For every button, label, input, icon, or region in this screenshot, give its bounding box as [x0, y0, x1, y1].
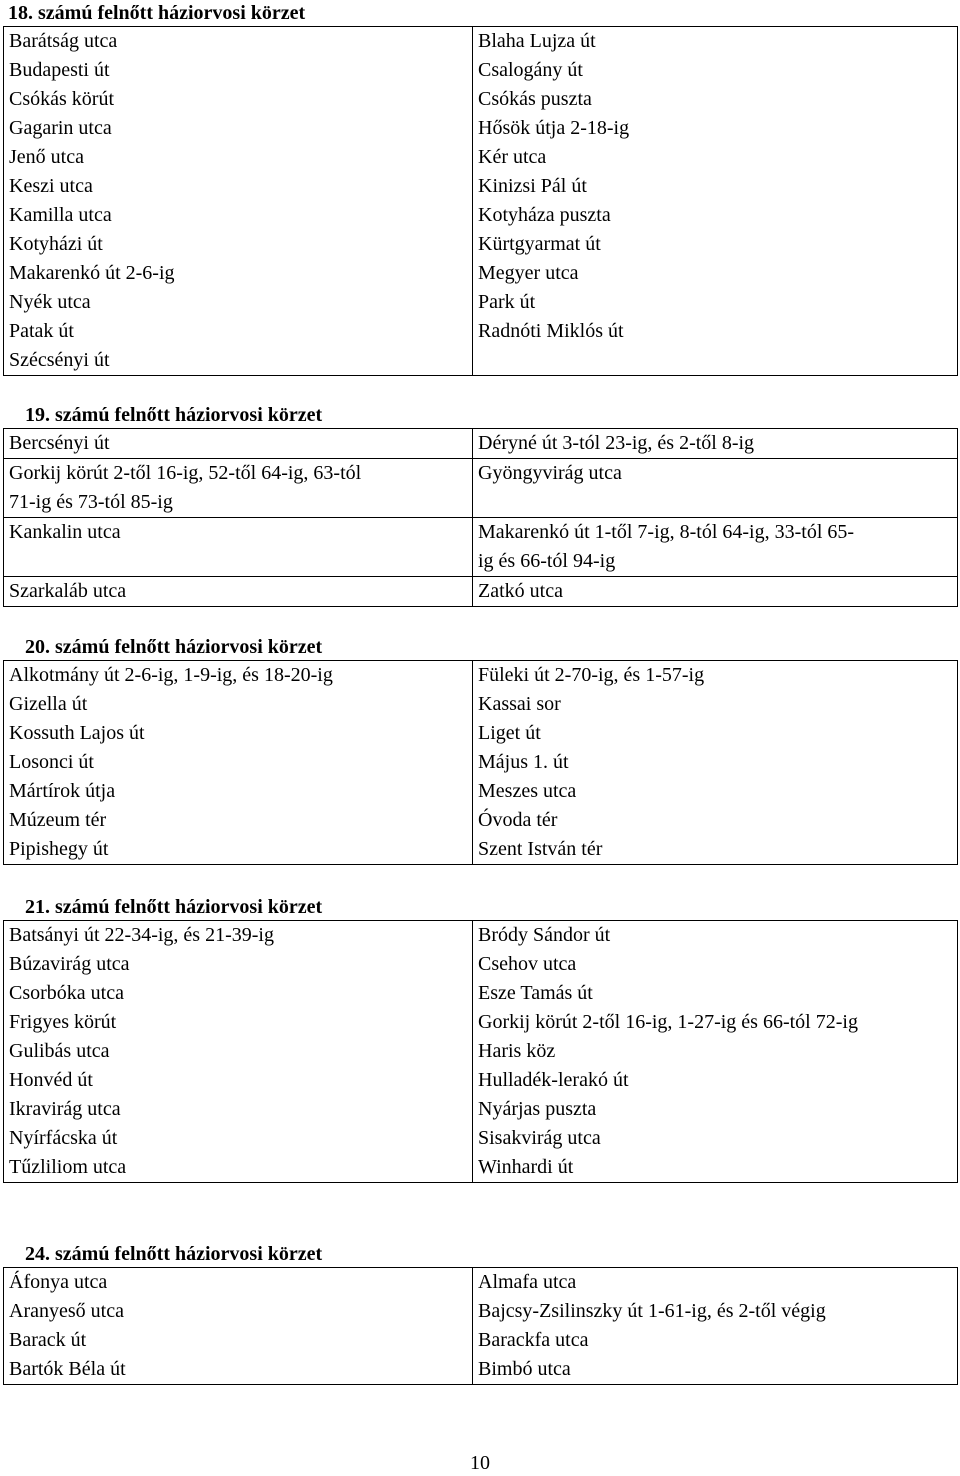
table-row: [4, 518, 958, 577]
street-table: [3, 660, 958, 865]
street-item: Park út: [478, 291, 536, 313]
street-item: Makarenkó út 1-től 7-ig, 8-tól 64-ig, 33-tól 65-: [478, 521, 855, 543]
street-item: Sisakvirág utca: [478, 1127, 601, 1149]
table-row: [4, 459, 958, 518]
street-item: Kér utca: [478, 146, 547, 168]
street-item: Frigyes körút: [9, 1011, 117, 1033]
street-item: Tűzliliom utca: [9, 1156, 127, 1178]
page-number: 10: [470, 1452, 490, 1474]
right-cell: [473, 577, 958, 607]
street-item: Keszi utca: [9, 175, 93, 197]
street-table: [3, 920, 958, 1183]
left-column: [4, 27, 473, 376]
street-item: Almafa utca: [478, 1271, 577, 1293]
street-item: Mártírok útja: [9, 780, 116, 802]
street-item: Aranyeső utca: [9, 1300, 124, 1322]
right-column: [473, 921, 958, 1183]
section-title: 19. számú felnőtt háziorvosi körzet: [25, 404, 323, 426]
street-item: Gorkij körút 2-től 16-ig, 1-27-ig és 66-tól 72-ig: [478, 1011, 858, 1033]
right-column: [473, 1268, 958, 1385]
street-item: Gorkij körút 2-től 16-ig, 52-től 64-ig, 63-tól: [9, 462, 362, 484]
street-item: Hősök útja 2-18-ig: [478, 117, 630, 139]
street-item: Esze Tamás út: [478, 982, 593, 1004]
street-item: Bimbó utca: [478, 1358, 571, 1380]
street-item: Szarkaláb utca: [9, 580, 127, 602]
street-item: Nyírfácska út: [9, 1127, 118, 1149]
left-cell: [4, 577, 473, 607]
district-section-24: [3, 1241, 958, 1385]
street-item: Kürtgyarmat út: [478, 233, 601, 255]
left-cell: [4, 429, 473, 459]
street-item: Alkotmány út 2-6-ig, 1-9-ig, és 18-20-ig: [9, 664, 333, 686]
street-item: Batsányi út 22-34-ig, és 21-39-ig: [9, 924, 274, 946]
street-item: Barackfa utca: [478, 1329, 589, 1351]
street-item: Füleki út 2-70-ig, és 1-57-ig: [478, 664, 705, 686]
district-section-20: [3, 634, 958, 865]
street-table: [3, 1267, 958, 1385]
street-item: Radnóti Miklós út: [478, 320, 624, 342]
street-item: Zatkó utca: [478, 580, 563, 602]
section-title: 21. számú felnőtt háziorvosi körzet: [25, 896, 323, 918]
district-section-21: [3, 894, 958, 1183]
street-item: Búzavirág utca: [9, 953, 130, 975]
street-item: Jenő utca: [9, 146, 84, 168]
section-title: 20. számú felnőtt háziorvosi körzet: [25, 636, 323, 658]
street-item: Megyer utca: [478, 262, 579, 284]
left-cell: [4, 518, 473, 577]
street-item: Barack út: [9, 1329, 87, 1351]
district-section-19: [3, 402, 958, 607]
street-item: Budapesti út: [9, 59, 110, 81]
street-item: Kossuth Lajos út: [9, 722, 145, 744]
street-item: Kotyháza puszta: [478, 204, 611, 226]
street-item: Áfonya utca: [9, 1271, 108, 1293]
street-table: [3, 26, 958, 376]
table-row: [4, 27, 958, 376]
table-row: [4, 429, 958, 459]
street-item: Nyárjas puszta: [478, 1098, 597, 1120]
right-cell: [473, 459, 958, 518]
left-column: [4, 1268, 473, 1385]
street-item: Óvoda tér: [478, 809, 558, 831]
street-item: Kinizsi Pál út: [478, 175, 587, 197]
section-title: 24. számú felnőtt háziorvosi körzet: [25, 1243, 323, 1265]
table-row: [4, 1268, 958, 1385]
street-item: Bercsényi út: [9, 432, 110, 454]
street-item: Csorbóka utca: [9, 982, 124, 1004]
street-item: Kamilla utca: [9, 204, 112, 226]
right-cell: [473, 429, 958, 459]
street-item: Bartók Béla út: [9, 1358, 126, 1380]
left-column: [4, 661, 473, 865]
district-section-18: [3, 0, 958, 376]
street-item: Winhardi út: [478, 1156, 574, 1178]
street-item: Blaha Lujza út: [478, 30, 596, 52]
street-item: Csókás puszta: [478, 88, 592, 110]
street-item: Haris köz: [478, 1040, 556, 1062]
right-column: [473, 661, 958, 865]
street-item: Bródy Sándor út: [478, 924, 611, 946]
street-item: Kotyházi út: [9, 233, 103, 255]
street-item: Makarenkó út 2-6-ig: [9, 262, 175, 284]
street-item: Liget út: [478, 722, 541, 744]
street-item: Gyöngyvirág utca: [478, 462, 622, 484]
street-item: Gagarin utca: [9, 117, 112, 139]
street-item: Hulladék-lerakó út: [478, 1069, 629, 1091]
table-row: [4, 661, 958, 865]
street-item: Kankalin utca: [9, 521, 121, 543]
street-item-continued: 71-ig és 73-tól 85-ig: [9, 491, 173, 513]
street-item: Csókás körút: [9, 88, 114, 110]
street-item: Nyék utca: [9, 291, 91, 313]
right-column: [473, 27, 958, 376]
street-item: Gizella út: [9, 693, 88, 715]
street-item: Szent István tér: [478, 838, 603, 860]
street-item: Május 1. út: [478, 751, 569, 773]
street-item: Patak út: [9, 320, 74, 342]
street-item: Déryné út 3-tól 23-ig, és 2-től 8-ig: [478, 432, 755, 454]
street-item: Múzeum tér: [9, 809, 107, 831]
street-item: Szécsényi út: [9, 349, 110, 371]
street-item-continued: ig és 66-tól 94-ig: [478, 550, 616, 572]
street-item: Barátság utca: [9, 30, 118, 52]
street-item: Pipishegy út: [9, 838, 109, 860]
street-table: [3, 428, 958, 607]
street-item: Ikravirág utca: [9, 1098, 121, 1120]
street-item: Gulibás utca: [9, 1040, 110, 1062]
table-row: [4, 577, 958, 607]
street-item: Kassai sor: [478, 693, 561, 715]
section-title: 18. számú felnőtt háziorvosi körzet: [8, 2, 306, 24]
street-item: Csehov utca: [478, 953, 577, 975]
right-cell: [473, 518, 958, 577]
street-item: Meszes utca: [478, 780, 577, 802]
street-item: Bajcsy-Zsilinszky út 1-61-ig, és 2-től végig: [478, 1300, 826, 1322]
table-row: [4, 921, 958, 1183]
street-item: Losonci út: [9, 751, 94, 773]
street-item: Honvéd út: [9, 1069, 93, 1091]
left-column: [4, 921, 473, 1183]
left-cell: [4, 459, 473, 518]
street-item: Csalogány út: [478, 59, 583, 81]
